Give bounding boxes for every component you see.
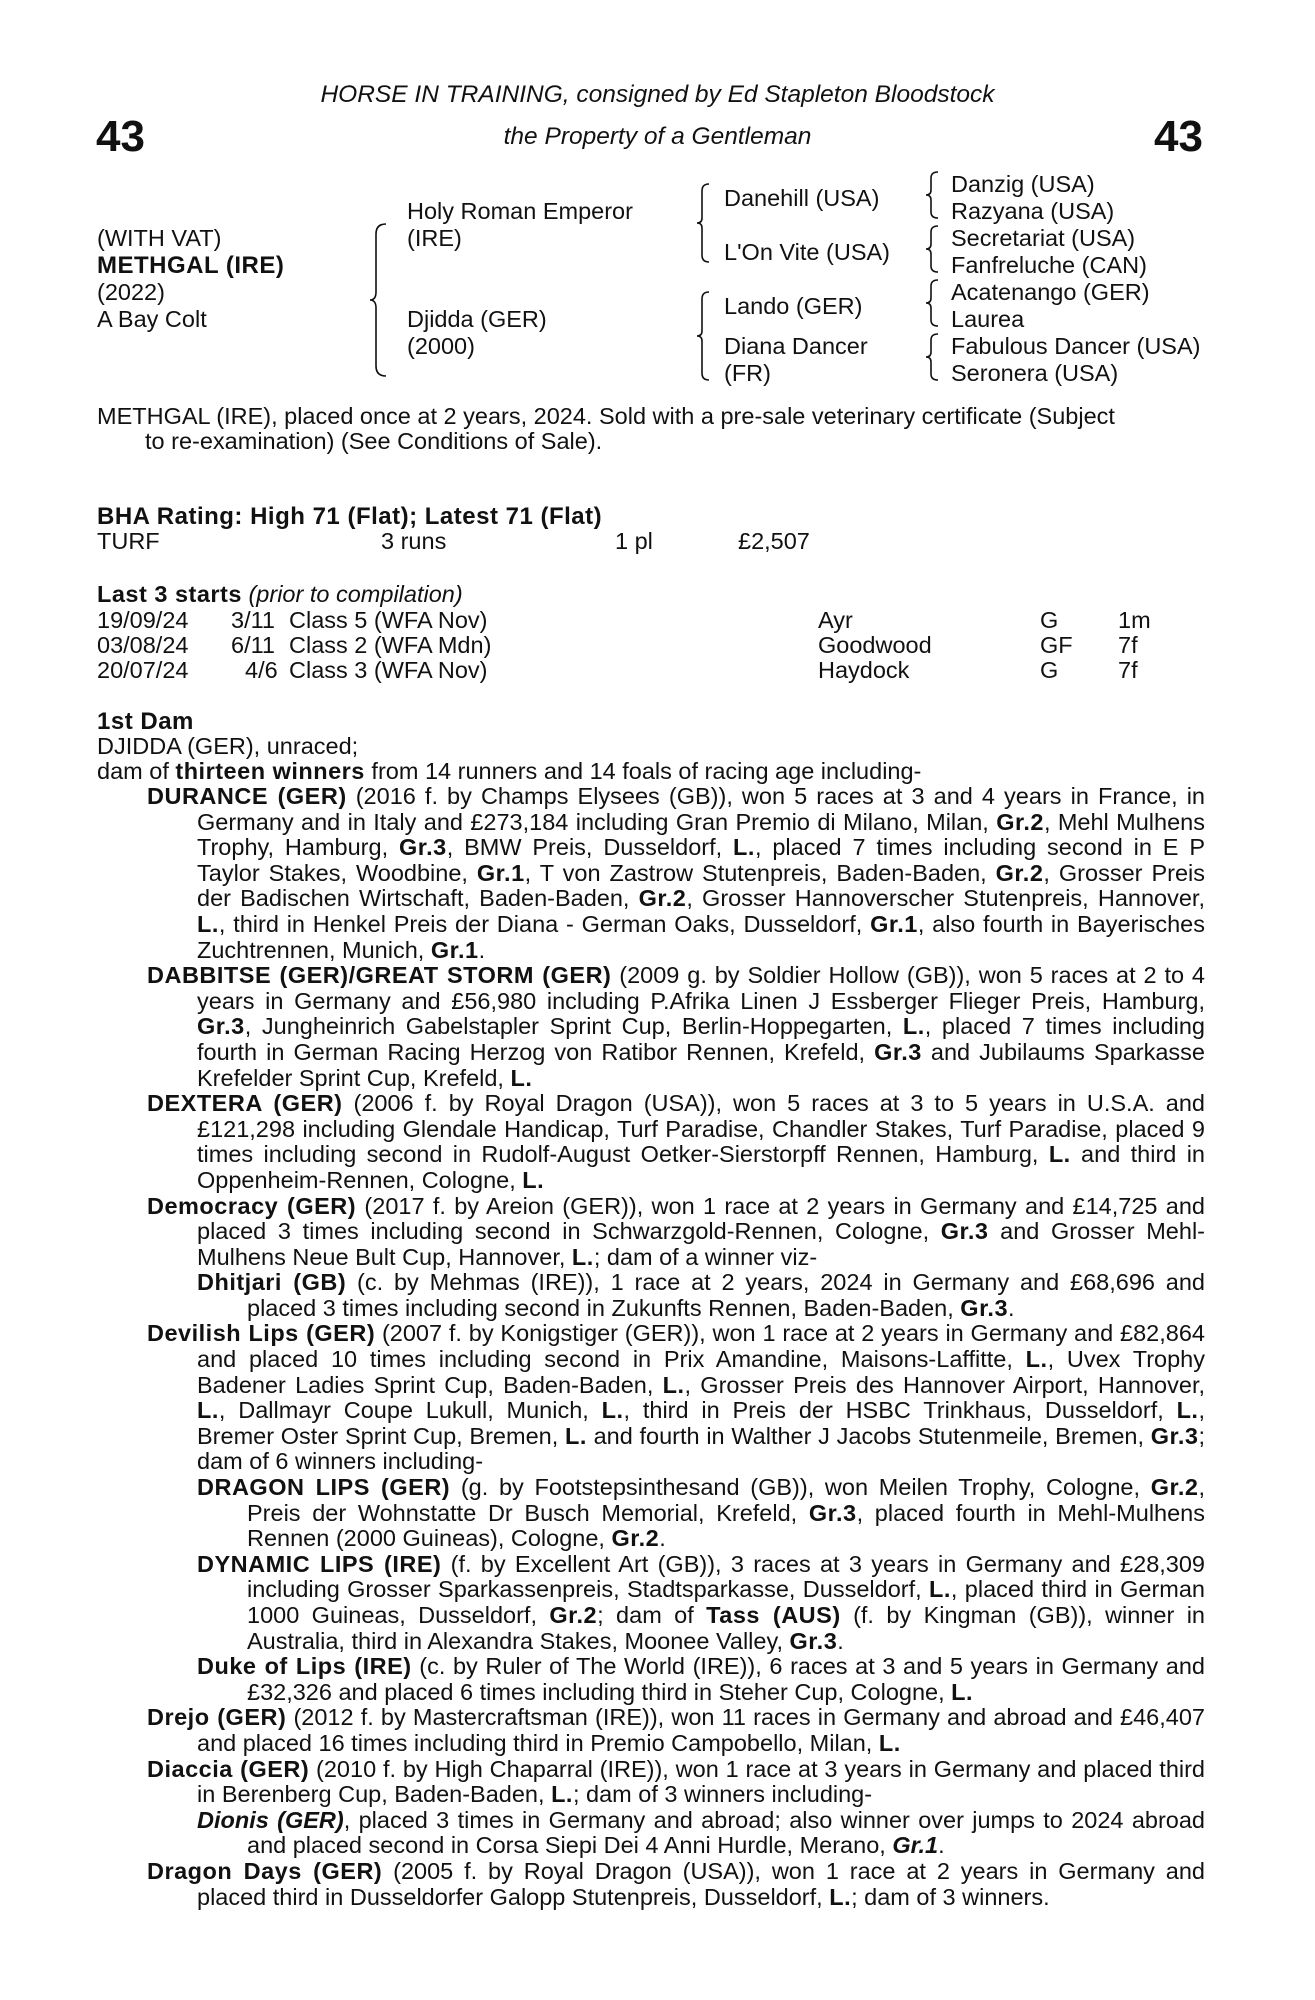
sire-country: (IRE)	[407, 225, 462, 251]
last-starts-title: Last 3 starts	[97, 581, 242, 607]
dam-dam: Diana Dancer	[724, 333, 868, 359]
winners-count: thirteen winners	[175, 758, 365, 784]
header-consignor: HORSE IN TRAINING, consigned by Ed Stapleton Bloodstock	[320, 81, 995, 108]
progeny-entry-duke-of-lips: Duke of Lips (IRE) (c. by Ruler of The World (IRE)), 6 races at 3 and 5 years in Germany and £32,326 and placed 6 times including third in Steher Cup, Cologne, L.	[197, 1653, 1205, 1705]
start-course: Haydock	[818, 657, 910, 683]
progeny-entry-drejo: Drejo (GER) (2012 f. by Mastercraftsman (IRE)), won 11 races in Germany and abroad and £46,407 and placed 16 times including third in Premio Campobello, Milan, L.	[147, 1704, 1205, 1756]
pedigree-g3-2: Razyana (USA)	[951, 198, 1115, 224]
lot-number-right: 43	[1154, 112, 1203, 161]
start-date: 20/07/24	[97, 657, 189, 683]
summary-line1: METHGAL (IRE), placed once at 2 years, 2024. Sold with a pre-sale veterinary certificate (Subject	[97, 403, 1115, 429]
dam-dam-country: (FR)	[724, 360, 771, 386]
pedigree-g3-4: Fanfreluche (CAN)	[951, 252, 1147, 278]
progeny-name: Drejo (GER)	[147, 1704, 287, 1731]
progeny-entry-dragon-lips: DRAGON LIPS (GER) (g. by Footstepsinthesand (GB)), won Meilen Trophy, Cologne, Gr.2, Preis der Wohnstatte Dr Busch Memorial, Krefeld, Gr.3, placed fourth in Mehl-Mulhens Rennen (2000 Guineas), Cologne, Gr.2.	[197, 1474, 1205, 1552]
last-starts-note: (prior to compilation)	[248, 581, 463, 607]
start-course: Goodwood	[818, 632, 932, 658]
progeny-name: Dhitjari (GB)	[197, 1269, 347, 1296]
dam-sire: Lando (GER)	[724, 293, 863, 319]
dam-year: (2000)	[407, 333, 475, 359]
start-distance: 7f	[1118, 632, 1138, 658]
horse-name: METHGAL (IRE)	[97, 252, 285, 279]
vat-label: (WITH VAT)	[97, 225, 222, 251]
progeny-list	[0, 784, 1315, 1910]
progeny-name: Democracy (GER)	[147, 1192, 357, 1219]
first-dam-intro: DJIDDA (GER), unraced;	[97, 733, 359, 759]
progeny-name: DEXTERA (GER)	[147, 1090, 343, 1117]
pedigree-bracket-g3-3	[926, 278, 940, 328]
lot-number-left: 43	[96, 112, 145, 161]
first-dam-heading: 1st Dam	[97, 708, 194, 735]
progeny-name: DRAGON LIPS (GER)	[197, 1474, 451, 1501]
start-going: GF	[1040, 632, 1073, 658]
sire-sire: Danehill (USA)	[724, 185, 880, 211]
progeny-entry-dynamic-lips: DYNAMIC LIPS (IRE) (f. by Excellent Art (GB)), 3 races at 3 years in Germany and £28,309 including Grosser Sparkassenpreis, Stadtsparkasse, Dusseldorf, L., placed third in German 1000 Guineas, Dusseldorf, Gr.2; dam of Tass (AUS) (f. by Kingman (GB)), winner in Australia, third in Alexandra Stakes, Moonee Valley, Gr.3.	[197, 1550, 1205, 1654]
start-position: 6/11	[231, 632, 275, 658]
progeny-entry-dhitjari: Dhitjari (GB) (c. by Mehmas (IRE)), 1 race at 2 years, 2024 in Germany and £68,696 and placed 3 times including second in Zukunfts Rennen, Baden-Baden, Gr.3.	[197, 1269, 1206, 1321]
progeny-entry-dionis: Dionis (GER), placed 3 times in Germany and abroad; also winner over jumps to 2024 abroad and placed second in Corsa Siepi Dei 4 Anni Hurdle, Merano, Gr.1.	[197, 1806, 1205, 1859]
progeny-entry-diaccia: Diaccia (GER) (2010 f. by High Chaparral (IRE)), won 1 race at 3 years in Germany and placed third in Berenberg Cup, Baden-Baden, L.; dam of 3 winners including-	[147, 1755, 1206, 1808]
dam-of-line	[97, 758, 921, 785]
rating-runs: 3 runs	[381, 528, 447, 554]
sire-dam: L'On Vite (USA)	[724, 239, 891, 265]
progeny-name: Diaccia (GER)	[147, 1755, 310, 1782]
start-going: G	[1040, 657, 1059, 683]
start-race: Class 5 (WFA Nov)	[289, 607, 488, 633]
pedigree-g3-1: Danzig (USA)	[951, 171, 1095, 197]
dam-of-prefix: dam of	[97, 758, 176, 784]
progeny-name: Duke of Lips (IRE)	[197, 1653, 412, 1680]
rating-surface: TURF	[97, 528, 160, 554]
progeny-name: Dionis (GER)	[197, 1806, 344, 1833]
pedigree-g3-8: Seronera (USA)	[951, 360, 1119, 386]
progeny-name: Devilish Lips (GER)	[147, 1320, 376, 1347]
progeny-name: DABBITSE (GER)/GREAT STORM (GER)	[147, 962, 612, 989]
progeny-entry-dabbitse: DABBITSE (GER)/GREAT STORM (GER) (2009 g. by Soldier Hollow (GB)), won 5 races at 2 to 4 years in Germany and £56,980 including P.Afrika Linen J Essberger Flieger Preis, Hamburg, Gr.3, Jungheinrich Gabelstapler Sprint Cup, Berlin-Hoppegarten, L., placed 7 times including fourth in German Racing Herzog von Ratibor Rennen, Krefeld, Gr.3 and Jubilaums Sparkasse Krefelder Sprint Cup, Krefeld, L.	[147, 962, 1206, 1091]
progeny-entry-democracy: Democracy (GER) (2017 f. by Areion (GER)), won 1 race at 2 years in Germany and £14,725 and placed 3 times including second in Schwarzgold-Rennen, Cologne, Gr.3 and Grosser Mehl-Mulhens Neue Bult Cup, Hannover, L.; dam of a winner viz-	[147, 1192, 1205, 1270]
progeny-entry-devilish-lips: Devilish Lips (GER) (2007 f. by Konigstiger (GER)), won 1 race at 2 years in Germany and £82,864 and placed 10 times including second in Prix Amandine, Maisons-Laffitte, L., Uvex Trophy Badener Ladies Sprint Cup, Baden-Baden, L., Grosser Preis des Hannover Airport, Hannover, L., Dallmayr Coupe Lukull, Munich, L., third in Preis der HSBC Trinkhaus, Dusseldorf, L., Bremer Oster Sprint Cup, Bremen, L. and fourth in Walther J Jacobs Stutenmeile, Bremen, Gr.3; dam of 6 winners including-	[147, 1320, 1205, 1475]
pedigree-g3-6: Laurea	[951, 306, 1025, 332]
pedigree-bracket-main	[370, 222, 388, 378]
sire-name: Holy Roman Emperor	[407, 198, 633, 224]
start-date: 19/09/24	[97, 607, 189, 633]
bha-rating: BHA Rating: High 71 (Flat); Latest 71 (Flat)	[97, 503, 603, 530]
rating-placed: 1 pl	[615, 528, 653, 554]
dam-of-suffix: from 14 runners and 14 foals of racing age including-	[364, 758, 922, 784]
progeny-name: Dragon Days (GER)	[147, 1857, 383, 1884]
rating-earnings: £2,507	[738, 528, 810, 554]
start-distance: 1m	[1118, 607, 1151, 633]
start-position: 4/6	[245, 657, 278, 683]
last-starts-heading	[97, 581, 463, 608]
horse-description: A Bay Colt	[97, 306, 207, 332]
pedigree-bracket-g3-1	[926, 170, 940, 220]
progeny-entry-dragon-days: Dragon Days (GER) (2005 f. by Royal Dragon (USA)), won 1 race at 2 years in Germany and placed third in Dusseldorfer Galopp Stutenpreis, Dusseldorf, L.; dam of 3 winners.	[147, 1857, 1205, 1910]
start-date: 03/08/24	[97, 632, 189, 658]
start-race: Class 2 (WFA Mdn)	[289, 632, 492, 658]
progeny-entry-dextera: DEXTERA (GER) (2006 f. by Royal Dragon (USA)), won 5 races at 3 to 5 years in U.S.A. and £121,298 including Glendale Handicap, Turf Paradise, Chandler Stakes, Turf Paradise, placed 9 times including second in Rudolf-August Oetker-Sierstorpff Rennen, Hamburg, L. and third in Oppenheim-Rennen, Cologne, L.	[147, 1090, 1206, 1193]
pedigree-bracket-g3-4	[926, 332, 940, 382]
start-distance: 7f	[1118, 657, 1138, 683]
pedigree-g3-7: Fabulous Dancer (USA)	[951, 333, 1201, 359]
start-position: 3/11	[231, 607, 275, 633]
progeny-name: DURANCE (GER)	[147, 783, 347, 809]
pedigree-g3-3: Secretariat (USA)	[951, 225, 1136, 251]
progeny-entry-durance: DURANCE (GER) (2016 f. by Champs Elysees (GB)), won 5 races at 3 and 4 years in France, in Germany and in Italy and £273,184 including Gran Premio di Milano, Milan, Gr.2, Mehl Mulhens Trophy, Hamburg, Gr.3, BMW Preis, Dusseldorf, L., placed 7 times including second in E P Taylor Stakes, Woodbine, Gr.1, T von Zastrow Stutenpreis, Baden-Baden, Gr.2, Grosser Preis der Badischen Wirtschaft, Baden-Baden, Gr.2, Grosser Hannoverscher Stutenpreis, Hannover, L., third in Henkel Preis der Diana - German Oaks, Dusseldorf, Gr.1, also fourth in Bayerisches Zuchtrennen, Munich, Gr.1.	[147, 783, 1206, 963]
pedigree-bracket-g3-2	[926, 224, 940, 274]
summary-line2: to re-examination) (See Conditions of Sale).	[145, 428, 603, 454]
start-race: Class 3 (WFA Nov)	[289, 657, 488, 683]
header-property: the Property of a Gentleman	[503, 123, 812, 150]
foaling-year: (2022)	[97, 279, 165, 305]
pedigree-g3-5: Acatenango (GER)	[951, 279, 1150, 305]
pedigree-bracket-sire	[697, 182, 711, 264]
pedigree-bracket-dam	[697, 290, 711, 382]
start-going: G	[1040, 607, 1059, 633]
progeny-name: DYNAMIC LIPS (IRE)	[197, 1550, 442, 1577]
dam-name: Djidda (GER)	[407, 306, 547, 332]
start-course: Ayr	[818, 607, 853, 633]
